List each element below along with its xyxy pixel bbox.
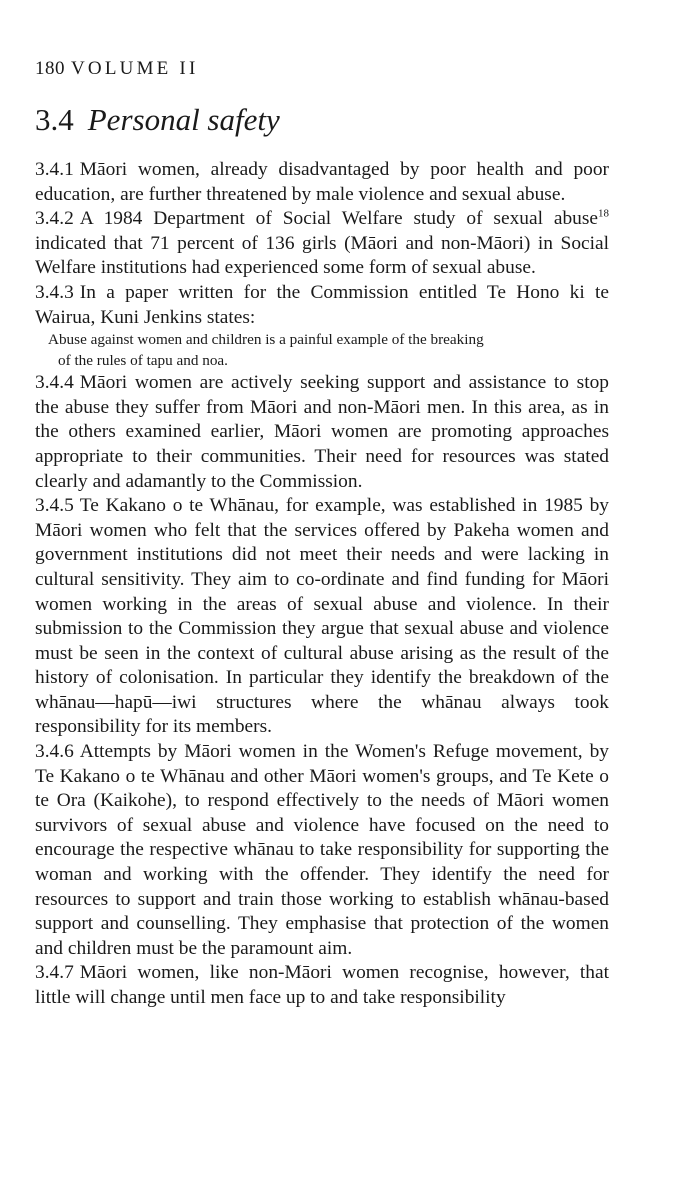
- paragraph-text: Māori women, already disadvantaged by poor health and poor education, are further threatened by male violence and sexual abuse.: [35, 159, 609, 205]
- paragraph-text: Māori women are actively seeking support and assistance to stop the abuse they suffer from Māori and non-Māori men. In this area, as in the others examined earlier, Māori women are promoting approaches appropriate to their communities. Their need for resources was stated clearly and adamantly to the Commission.: [35, 372, 609, 492]
- section-heading: [35, 102, 609, 138]
- quote-line-continued: of the rules of tapu and noa.: [58, 351, 228, 369]
- paragraph-number: 3.4.6: [35, 741, 74, 763]
- paragraph-text: Māori women, like non-Māori women recognise, however, that little will change until men face up to and take responsibility: [35, 962, 609, 1008]
- footnote-reference[interactable]: 18: [598, 207, 609, 220]
- section-number: 3.4: [35, 102, 74, 137]
- paragraph-text: Attempts by Māori women in the Women's Refuge movement, by Te Kakano o te Whānau and other Māori women's groups, and Te Kete o te Ora (Kaikohe), to respond effectively to the needs of Māori women survivors of sexual abuse and violence have focused on the need to encourage the respective whānau to take responsibility for supporting the woman and working with the offender. They identify the need for resources to support and train those working to establish whānau-based support and counselling. They emphasise that protection of the women and children must be the paramount aim.: [35, 741, 609, 959]
- paragraph-3-4-6: [35, 740, 609, 961]
- paragraph-3-4-1: [35, 158, 609, 207]
- paragraph-number: 3.4.2: [35, 208, 74, 230]
- paragraph-number: 3.4.7: [35, 962, 74, 984]
- block-quote: [35, 330, 609, 371]
- paragraph-number: 3.4.3: [35, 281, 74, 303]
- page-number: 180: [35, 58, 65, 79]
- paragraph-number: 3.4.5: [35, 495, 74, 517]
- paragraph-text: In a paper written for the Commission entitled Te Hono ki te Wairua, Kuni Jenkins states:: [35, 281, 609, 328]
- paragraph-3-4-3: [35, 281, 609, 330]
- paragraph-text: A 1984 Department of Social Welfare study of sexual abuse: [79, 208, 598, 230]
- section-title: Personal safety: [87, 102, 280, 137]
- paragraph-number: 3.4.1: [35, 159, 74, 180]
- paragraph-text: Te Kakano o te Whānau, for example, was established in 1985 by Māori women who felt that the services offered by Pakeha women and government institutions did not meet their needs and were lacking in cultural sensitivity. They aim to co-ordinate and find funding for Māori women working in the areas of sexual abuse and violence. In their submission to the Commission they argue that sexual abuse and violence must be seen in the context of cultural abuse arising as the result of the history of colonisation. In particular they identify the breakdown of the whānau—hapū—iwi structures where the whānau always took responsibility for its members.: [35, 495, 609, 738]
- paragraph-number: 3.4.4: [35, 372, 74, 394]
- paragraph-3-4-4: [35, 371, 609, 494]
- running-head: [35, 58, 609, 80]
- paragraph-3-4-5: [35, 494, 609, 740]
- document-page: [35, 58, 609, 1011]
- paragraph-3-4-7: [35, 961, 609, 1010]
- body-text: [35, 158, 609, 1011]
- paragraph-3-4-2: [35, 207, 609, 281]
- paragraph-text-continued: indicated that 71 percent of 136 girls (Māori and non-Māori) in Social Welfare institutions had experienced some form of sexual abuse.: [35, 232, 609, 279]
- quote-line: Abuse against women and children is a painful example of the breaking: [48, 331, 484, 349]
- volume-label: VOLUME II: [71, 58, 199, 79]
